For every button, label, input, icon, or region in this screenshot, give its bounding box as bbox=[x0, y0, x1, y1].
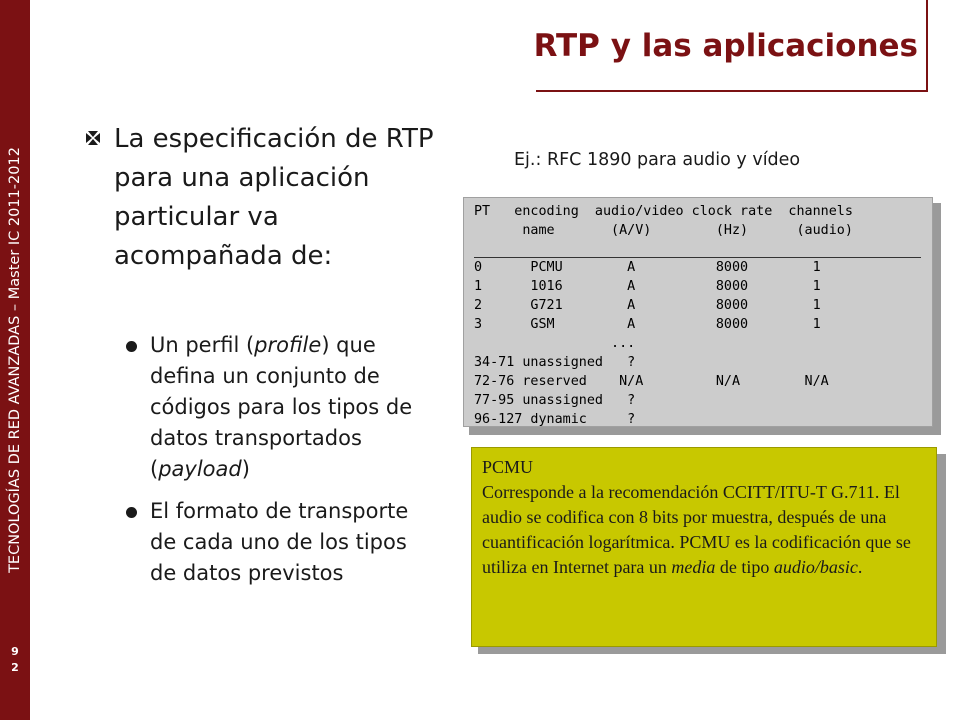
sub-bullet-profile bbox=[126, 330, 436, 485]
table-row: 34-71 unassigned ? bbox=[474, 355, 636, 370]
table-row: 2 G721 A 8000 1 bbox=[474, 298, 821, 313]
table-row: 77-95 unassigned ? bbox=[474, 393, 636, 408]
payload-type-table bbox=[463, 197, 933, 427]
table-header-line: PT encoding audio/video clock rate channels bbox=[474, 204, 853, 219]
table-row: 72-76 reserved N/A N/A N/A bbox=[474, 374, 829, 389]
main-bullet bbox=[82, 120, 442, 276]
sub-bullet-format bbox=[126, 496, 436, 589]
note-body: Corresponde a la recomendación CCITT/ITU-T G.711. El audio se codifica con 8 bits por muestra, después de una cuantificación logarítmica. PCMU es la codificación que se utiliza en Internet para un media de tipo audio/basic. bbox=[482, 482, 911, 577]
sub-bullet-dot bbox=[126, 507, 137, 518]
payload-emphasis: payload bbox=[158, 457, 242, 481]
pcmu-note bbox=[471, 447, 937, 647]
slide-title: RTP y las aplicaciones bbox=[533, 28, 918, 64]
table-header bbox=[474, 202, 853, 240]
profile-emphasis: profile bbox=[254, 333, 322, 357]
table-row: 0 PCMU A 8000 1 bbox=[474, 260, 821, 275]
audio-basic-emphasis: audio/basic bbox=[773, 557, 858, 577]
sub-bullet-dot bbox=[126, 341, 137, 352]
title-rule-vertical bbox=[926, 0, 928, 92]
media-emphasis: media bbox=[671, 557, 716, 577]
sub-bullet-text: El formato de transporte de cada uno de los tipos de datos previstos bbox=[150, 499, 409, 585]
main-bullet-text: La especificación de RTP para una aplicación particular va acompañada de: bbox=[114, 124, 434, 271]
sidebar-course-text: TECNOLOGÍAS DE RED AVANZADAS – Master IC 2011-2012 bbox=[7, 147, 23, 573]
page-number-digit-1: 9 bbox=[11, 645, 19, 658]
title-rule-horizontal bbox=[536, 90, 928, 92]
sub-bullet-text: Un perfil (profile) que defina un conjunto de códigos para los tipos de datos transportados (payload) bbox=[150, 333, 413, 481]
table-row: 3 GSM A 8000 1 bbox=[474, 317, 821, 332]
bullet-marker-icon bbox=[82, 127, 104, 149]
table-row: 96-127 dynamic ? bbox=[474, 412, 636, 427]
table-row: ... bbox=[474, 336, 636, 351]
table-caption: Ej.: RFC 1890 para audio y vídeo bbox=[514, 150, 801, 170]
table-header-line: name (A/V) (Hz) (audio) bbox=[474, 223, 853, 238]
note-heading: PCMU bbox=[482, 457, 534, 477]
sidebar-band bbox=[0, 0, 30, 720]
page-number-digit-2: 2 bbox=[11, 661, 19, 674]
table-row: 1 1016 A 8000 1 bbox=[474, 279, 821, 294]
table-body bbox=[474, 258, 829, 429]
